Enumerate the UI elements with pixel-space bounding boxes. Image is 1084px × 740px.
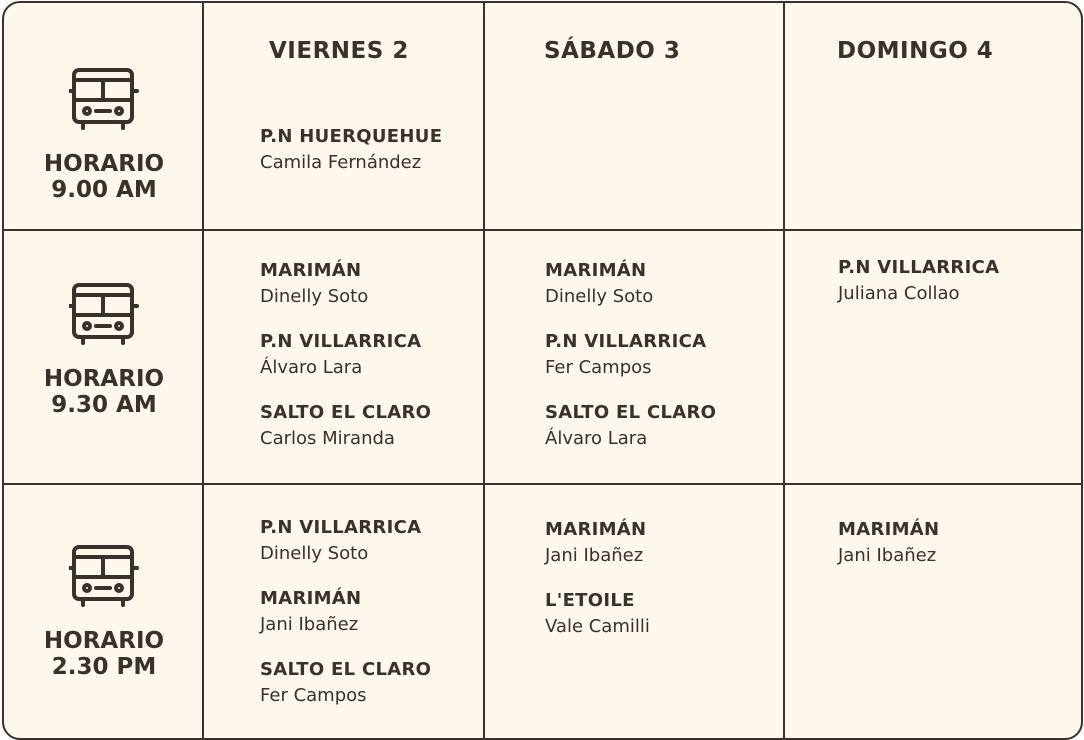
schedule-cell: [260, 515, 431, 728]
destination-name: P.N HUERQUEHUE: [260, 126, 443, 147]
time-slot-title: HORARIO: [43, 366, 165, 392]
tour-entry: [545, 588, 650, 640]
destination-name: MARIMÁN: [838, 519, 940, 540]
time-slot-time: 2.30 PM: [51, 654, 157, 680]
bus-icon: [4, 65, 204, 137]
schedule-cell: [838, 517, 939, 588]
guide-name: Carlos Miranda: [260, 428, 395, 449]
destination-name: MARIMÁN: [260, 260, 362, 281]
time-slot-label: [4, 366, 204, 418]
schedule-cell: [260, 124, 442, 195]
bus-icon: [4, 280, 204, 352]
guide-name: Dinelly Soto: [260, 286, 369, 307]
destination-name: P.N VILLARRICA: [838, 257, 1000, 278]
guide-name: Álvaro Lara: [260, 357, 363, 378]
guide-name: Dinelly Soto: [545, 286, 654, 307]
schedule-cell: [838, 255, 999, 326]
tour-entry: [545, 400, 716, 452]
tour-entry: [260, 258, 431, 310]
tour-entry: [545, 329, 716, 381]
time-slot-title: HORARIO: [43, 628, 165, 654]
tour-entry: [260, 124, 442, 176]
destination-name: SALTO EL CLARO: [545, 402, 717, 423]
time-slot-time: 9.30 AM: [51, 392, 157, 418]
destination-name: P.N VILLARRICA: [545, 331, 707, 352]
schedule-cell: [260, 258, 431, 471]
time-slot-label: [4, 628, 204, 680]
destination-name: MARIMÁN: [260, 588, 362, 609]
destination-name: P.N VILLARRICA: [260, 331, 422, 352]
destination-name: MARIMÁN: [545, 519, 647, 540]
day-header-friday: VIERNES 2: [269, 38, 409, 64]
guide-name: Vale Camilli: [545, 616, 650, 637]
guide-name: Jani Ibañez: [260, 614, 359, 635]
destination-name: SALTO EL CLARO: [260, 659, 432, 680]
destination-name: SALTO EL CLARO: [260, 402, 432, 423]
row-divider: [4, 229, 1081, 231]
guide-name: Juliana Collao: [838, 283, 960, 304]
guide-name: Álvaro Lara: [545, 428, 648, 449]
column-divider: [783, 3, 785, 738]
guide-name: Fer Campos: [545, 357, 652, 378]
column-divider: [483, 3, 485, 738]
tour-entry: [260, 657, 431, 709]
day-header-sunday: DOMINGO 4: [837, 38, 994, 64]
bus-icon: [4, 542, 204, 614]
time-slot-time: 9.00 AM: [51, 177, 157, 203]
tour-entry: [260, 515, 431, 567]
destination-name: P.N VILLARRICA: [260, 517, 422, 538]
guide-name: Fer Campos: [260, 685, 367, 706]
tour-entry: [260, 586, 431, 638]
tour-entry: [838, 517, 939, 569]
day-header-saturday: SÁBADO 3: [544, 38, 681, 64]
schedule-cell: [545, 517, 650, 659]
guide-name: Jani Ibañez: [545, 545, 644, 566]
row-divider: [4, 483, 1081, 485]
tour-entry: [545, 517, 650, 569]
time-slot-header: [4, 542, 204, 680]
guide-name: Dinelly Soto: [260, 543, 369, 564]
tour-entry: [260, 329, 431, 381]
tour-entry: [838, 255, 999, 307]
destination-name: MARIMÁN: [545, 260, 647, 281]
guide-name: Jani Ibañez: [838, 545, 937, 566]
time-slot-title: HORARIO: [43, 151, 165, 177]
time-slot-header: [4, 65, 204, 203]
tour-entry: [545, 258, 716, 310]
destination-name: L'ETOILE: [545, 590, 635, 611]
schedule-cell: [545, 258, 716, 471]
tour-entry: [260, 400, 431, 452]
time-slot-label: [4, 151, 204, 203]
time-slot-header: [4, 280, 204, 418]
schedule-board: [2, 1, 1083, 740]
guide-name: Camila Fernández: [260, 152, 422, 173]
